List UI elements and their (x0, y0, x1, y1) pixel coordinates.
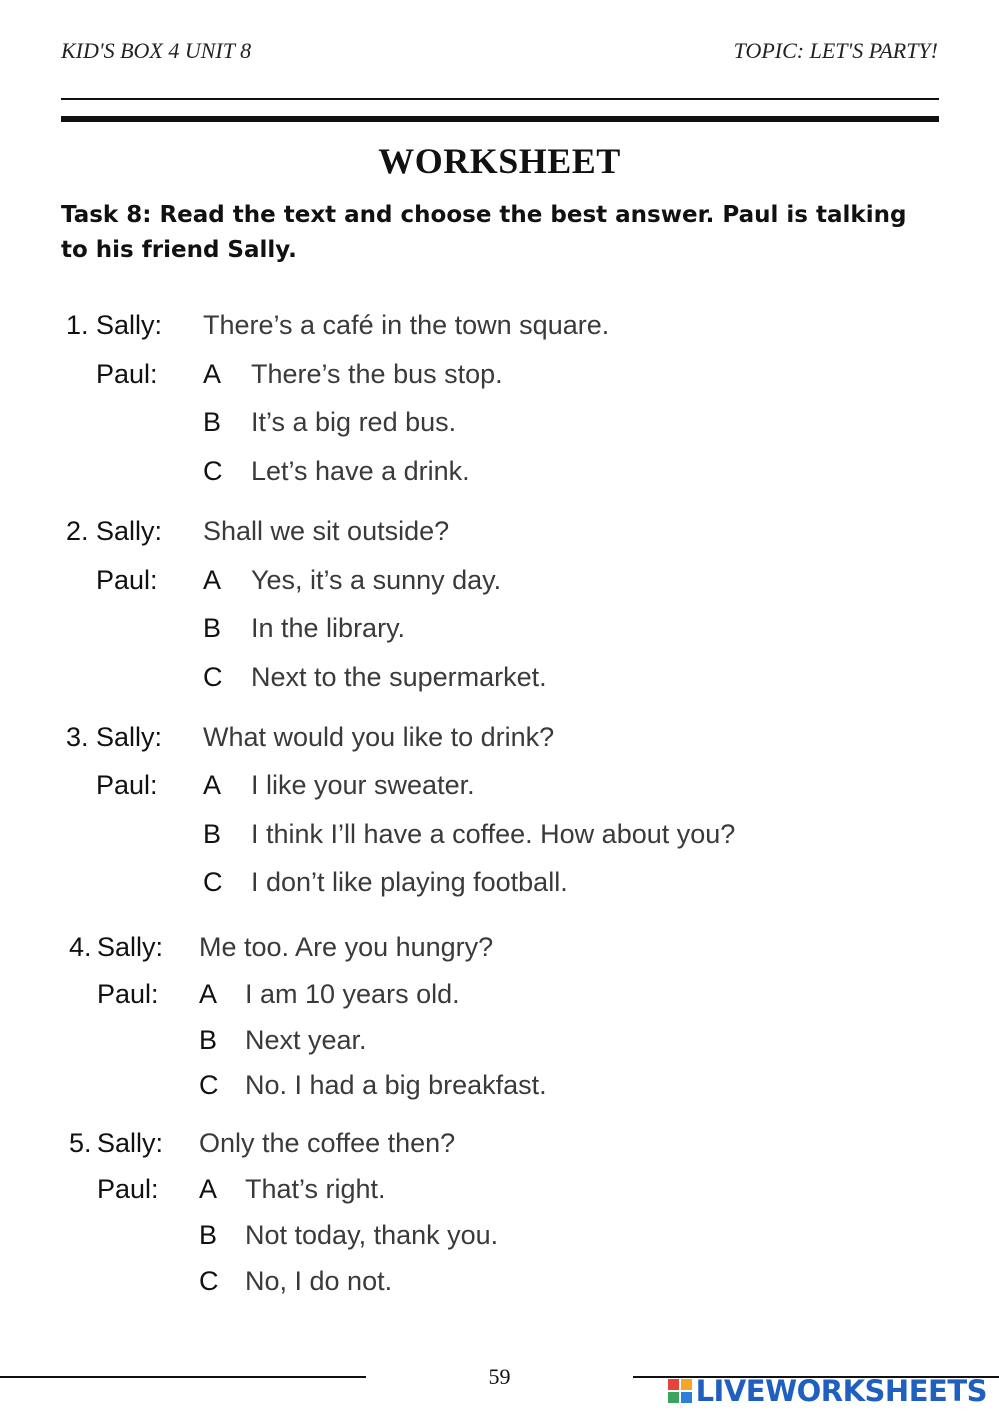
option-text[interactable]: Let’s have a drink. (251, 456, 470, 486)
header-divider-thick (61, 116, 939, 122)
option-text[interactable]: Yes, it’s a sunny day. (251, 565, 502, 595)
header-divider-thin (61, 98, 939, 100)
question-prompt: Shall we sit outside? (203, 516, 450, 546)
option-letter[interactable]: B (199, 1220, 218, 1250)
option-letter[interactable]: B (203, 819, 222, 849)
option-letter[interactable]: B (203, 613, 222, 643)
question-prompt: There’s a café in the town square. (203, 310, 610, 340)
option-letter[interactable]: C (203, 867, 223, 897)
option-letter[interactable]: C (199, 1266, 219, 1296)
speaker-paul: Paul: (96, 770, 158, 800)
speaker-sally: Sally: (96, 722, 163, 752)
question-number: 4. (69, 932, 92, 962)
question-number: 2. (66, 516, 89, 546)
option-letter[interactable]: C (199, 1070, 219, 1100)
question-number: 1. (66, 310, 89, 340)
question-number: 5. (69, 1128, 92, 1158)
speaker-paul: Paul: (97, 1174, 159, 1204)
option-text[interactable]: Next year. (245, 1025, 367, 1055)
option-text[interactable]: No. I had a big breakfast. (245, 1070, 547, 1100)
option-letter[interactable]: C (203, 662, 223, 692)
option-letter[interactable]: A (199, 979, 218, 1009)
speaker-sally: Sally: (96, 516, 163, 546)
option-text[interactable]: Not today, thank you. (245, 1220, 499, 1250)
question-prompt: What would you like to drink? (203, 722, 555, 752)
speaker-paul: Paul: (97, 979, 159, 1009)
header-left-text: KID'S BOX 4 UNIT 8 (61, 38, 252, 63)
speaker-sally: Sally: (97, 1128, 164, 1158)
option-text[interactable]: I don’t like playing football. (251, 867, 568, 897)
liveworksheets-logo-icon (668, 1379, 692, 1403)
option-text[interactable]: I like your sweater. (251, 770, 475, 800)
page-title: WORKSHEET (378, 141, 621, 181)
question-prompt: Only the coffee then? (199, 1128, 456, 1158)
option-text[interactable]: There’s the bus stop. (251, 359, 503, 389)
option-letter[interactable]: A (203, 359, 222, 389)
question-prompt: Me too. Are you hungry? (199, 932, 494, 962)
page-number: 59 (488, 1364, 511, 1389)
speaker-sally: Sally: (96, 310, 163, 340)
question-number: 3. (66, 722, 89, 752)
option-text[interactable]: I am 10 years old. (245, 979, 460, 1009)
liveworksheets-logo[interactable] (668, 1374, 987, 1408)
option-letter[interactable]: B (203, 407, 222, 437)
speaker-paul: Paul: (96, 359, 158, 389)
option-text[interactable]: That’s right. (245, 1174, 386, 1204)
option-text[interactable]: In the library. (251, 613, 406, 643)
option-letter[interactable]: C (203, 456, 223, 486)
option-letter[interactable]: A (203, 565, 222, 595)
speaker-sally: Sally: (97, 932, 164, 962)
speaker-paul: Paul: (96, 565, 158, 595)
option-text[interactable]: It’s a big red bus. (251, 407, 457, 437)
option-letter[interactable]: A (199, 1174, 218, 1204)
header-right-text: TOPIC: LET'S PARTY! (733, 38, 938, 63)
option-letter[interactable]: A (203, 770, 222, 800)
option-text[interactable]: Next to the supermarket. (251, 662, 547, 692)
option-letter[interactable]: B (199, 1025, 218, 1055)
option-text[interactable]: No, I do not. (245, 1266, 393, 1296)
task-instructions: Task 8: Read the text and choose the best answer. Paul is talking to his friend Sally. (61, 202, 907, 263)
logo-text: LIVEWORKSHEETS (695, 1374, 987, 1408)
option-text[interactable]: I think I’ll have a coffee. How about you? (251, 819, 736, 849)
